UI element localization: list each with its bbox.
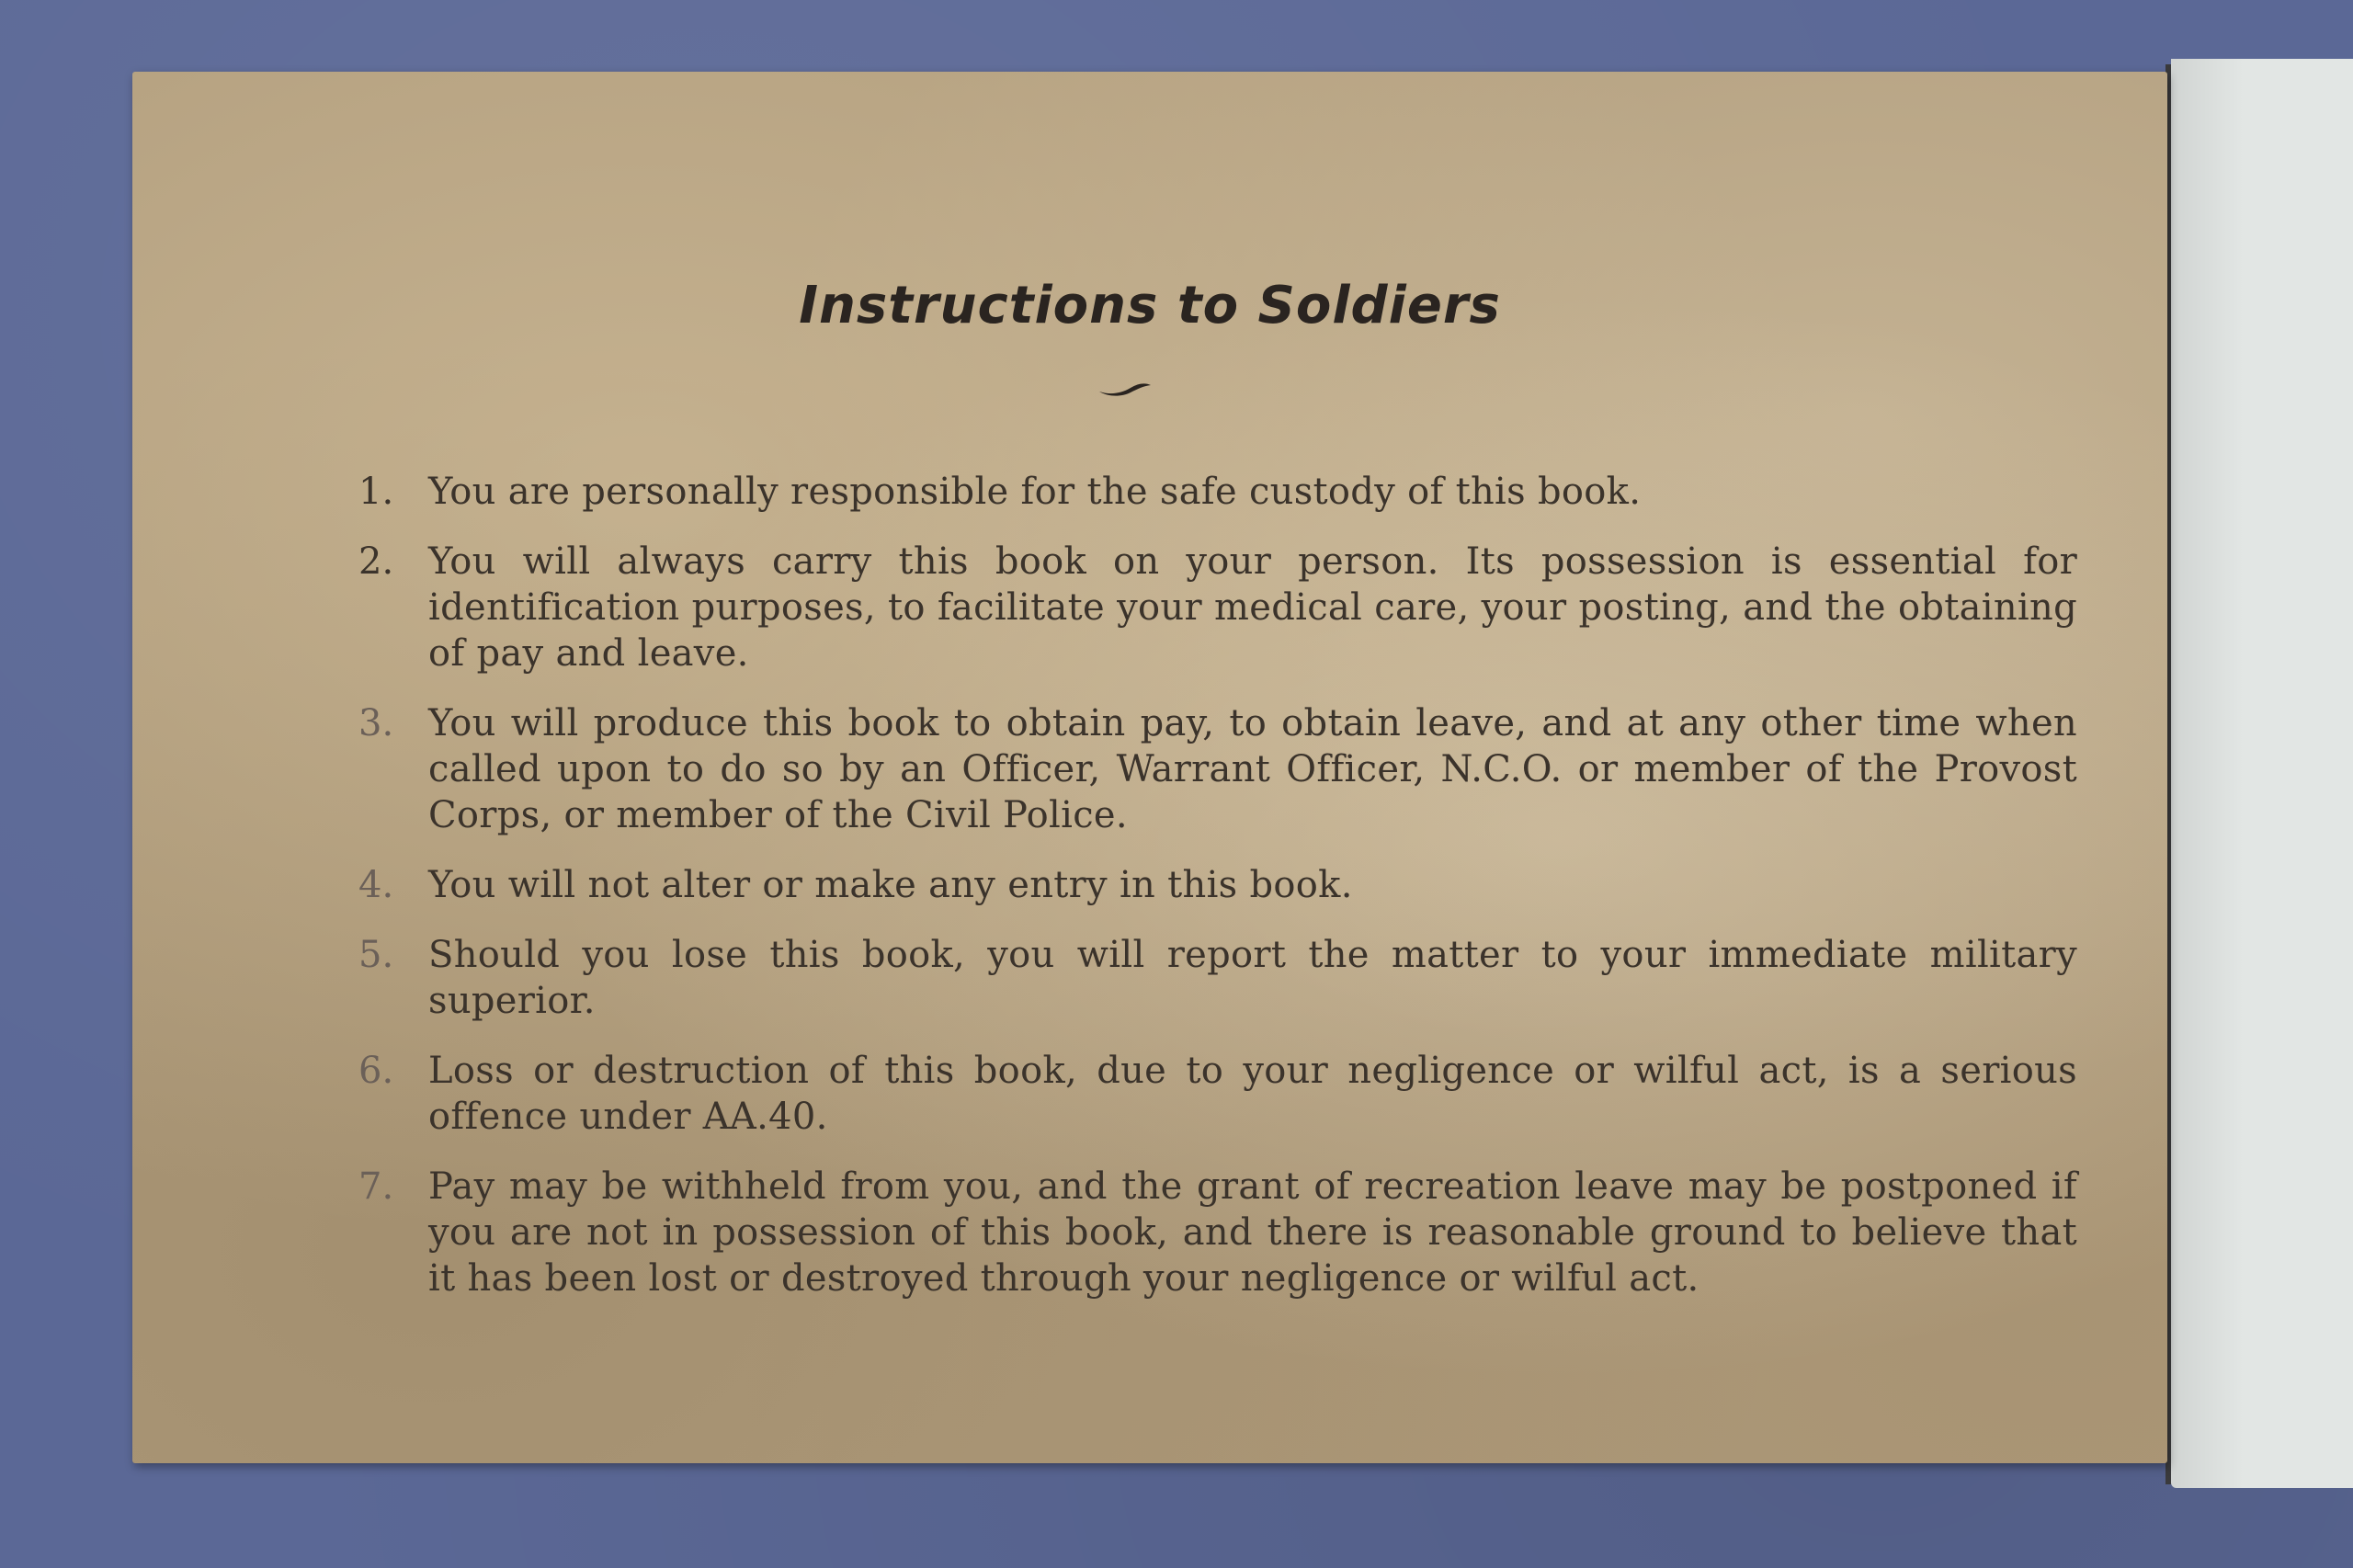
list-item (358, 862, 2077, 908)
item-text: Should you lose this book, you will report the matter to your immediate military superior. (428, 934, 2077, 1022)
item-text: You are personally responsible for the safe custody of this book. (428, 471, 1642, 513)
item-text: You will not alter or make any entry in this book. (428, 864, 1353, 906)
page-title: Instructions to Soldiers (799, 276, 1501, 335)
item-number: 5. (358, 934, 394, 976)
swash-divider-icon (1097, 375, 1153, 403)
item-text: You will always carry this book on your person. Its possession is essential for identification purposes, to facilitate your medical care, your posting, and the obtaining of pay and leave. (428, 540, 2077, 675)
item-text: Pay may be withheld from you, and the grant of recreation leave may be postponed if you are not in possession of this book, and there is reasonable ground to believe that it has been lost or destroyed through your negligence or wilful act. (428, 1165, 2077, 1300)
list-item (358, 932, 2077, 1024)
item-number: 4. (358, 864, 394, 906)
item-number: 6. (358, 1050, 394, 1092)
list-item (358, 469, 2077, 515)
list-item (358, 1048, 2077, 1140)
item-number: 1. (358, 471, 394, 513)
list-item (358, 1164, 2077, 1301)
list-item (358, 539, 2077, 676)
item-number: 7. (358, 1165, 394, 1208)
item-text: You will produce this book to obtain pay, to obtain leave, and at any other time when called upon to do so by an Officer, Warrant Officer, N.C.O. or member of the Provost Corps, or member of the Civil Police. (428, 702, 2077, 836)
item-text: Loss or destruction of this book, due to your negligence or wilful act, is a serious offence under AA.40. (428, 1050, 2077, 1138)
list-item (358, 700, 2077, 838)
instructions-list (358, 469, 2077, 1325)
item-number: 3. (358, 702, 394, 744)
facing-page (2171, 59, 2353, 1488)
item-number: 2. (358, 540, 394, 583)
booklet-page (132, 72, 2167, 1463)
